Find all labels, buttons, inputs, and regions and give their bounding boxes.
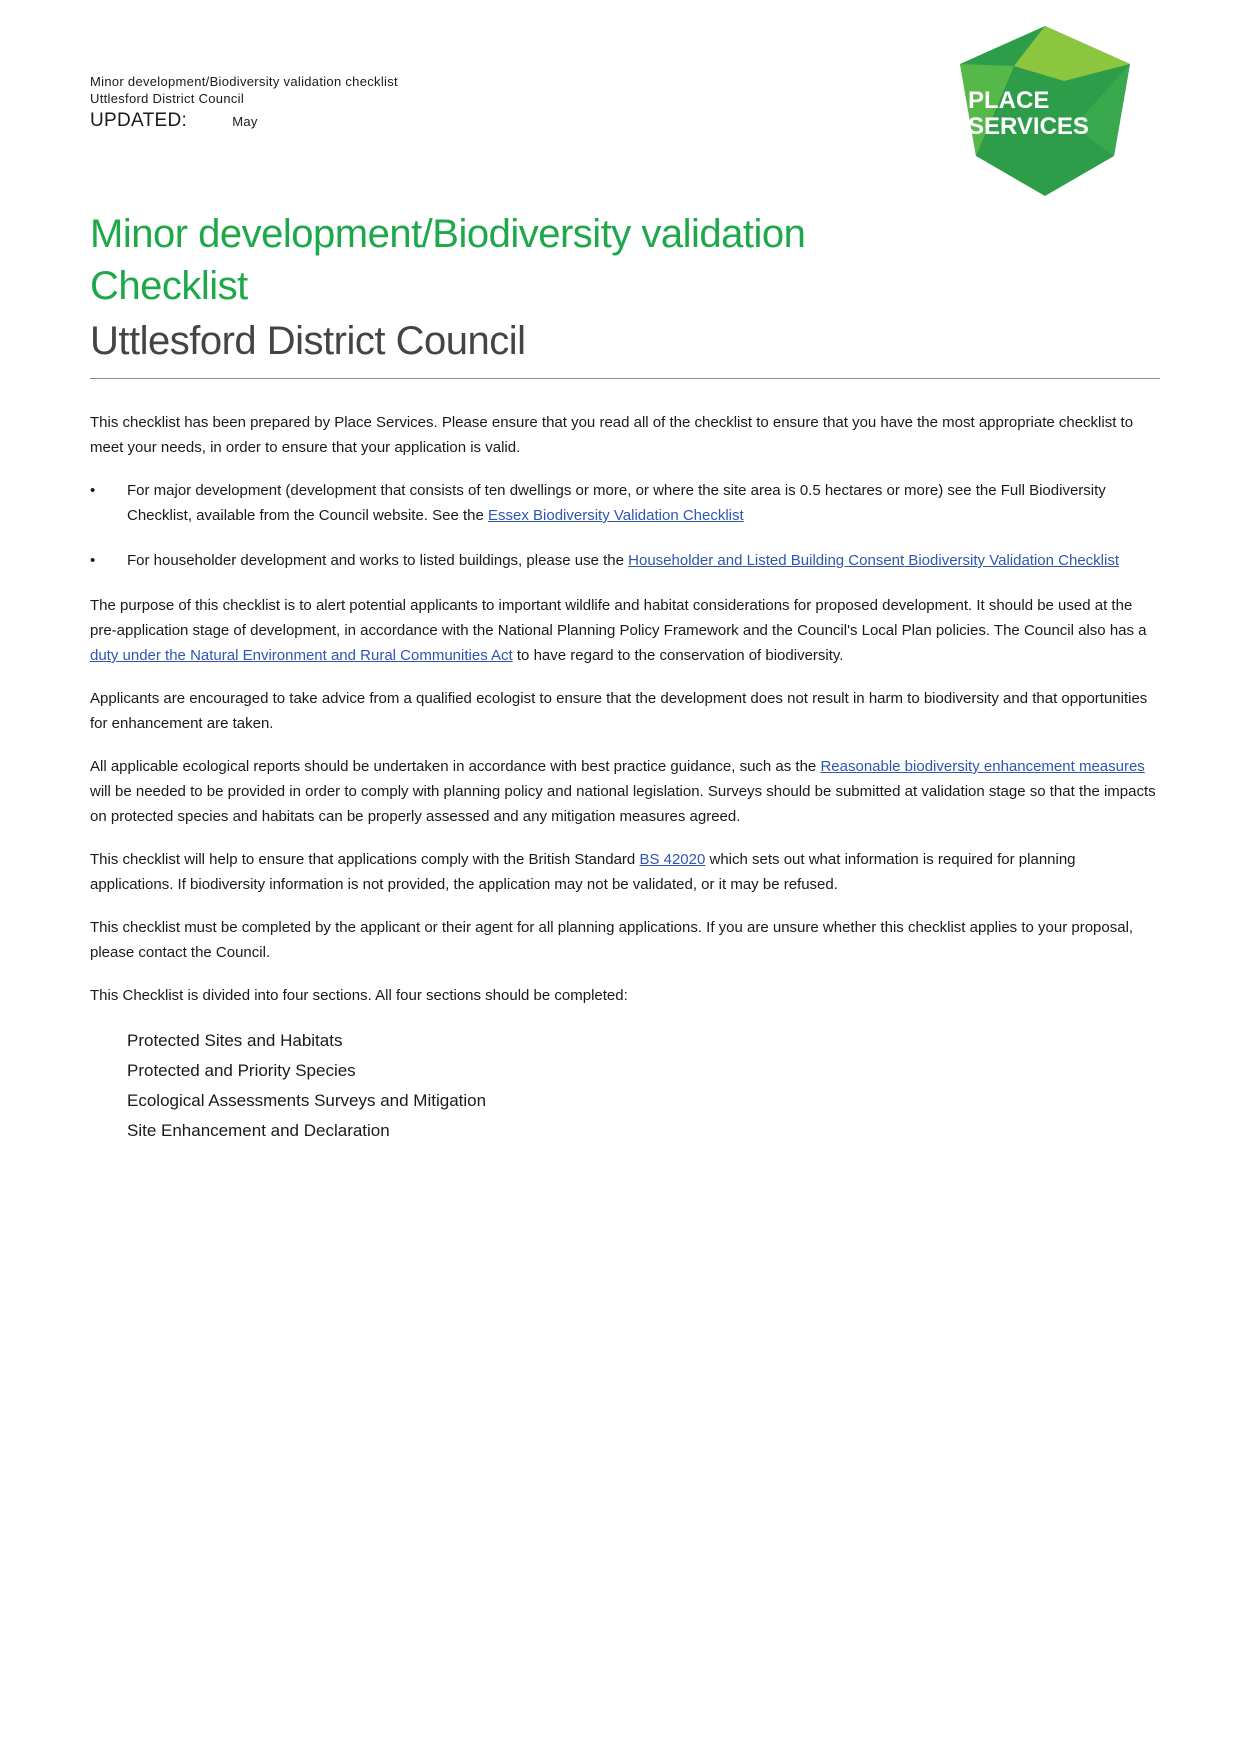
british-standard-paragraph: This checklist will help to ensure that applications comply with the British Standard BS 42020 which sets out what information is required for planning applications. If biodiversity information is not provided, the application may not be validated, or it may be refused. (90, 851, 1076, 893)
note-householder: • For householder development and works to listed buildings, please use the Householder and Listed Building Consent Biodiversity Validation Checklist (90, 548, 1160, 573)
logo-text-place: PLACE (968, 87, 1050, 114)
note-bullet: • (90, 482, 96, 499)
header-checklist-name: Minor development/Biodiversity validation checklist (90, 74, 398, 89)
title-council: Uttlesford District Council (90, 319, 526, 363)
title-line-1: Minor development/Biodiversity validation (90, 212, 806, 256)
note-major-development: • For major development (development that consists of ten dwellings or more, or where the site area is 0.5 hectares or more) see the Full Biodiversity Checklist, available from the Council website. See the Essex Biodiversity Validation Checklist (90, 478, 1160, 528)
sections-list (127, 1026, 1160, 1146)
sections-intro: This Checklist is divided into four sections. All four sections should be completed: (90, 987, 628, 1004)
section-item: Protected Sites and Habitats (127, 1031, 343, 1050)
note-bullet: • (90, 552, 96, 569)
nerc-act-duty-link[interactable]: duty under the Natural Environment and Rural Communities Act (90, 647, 513, 664)
intro-paragraph: This checklist has been prepared by Place Services. Please ensure that you read all of the checklist to ensure that you have the most appropriate checklist to meet your needs, in order to ensure that your application is valid. (90, 414, 1134, 456)
title-line-2: Checklist (90, 264, 248, 308)
title-divider (90, 378, 1160, 379)
header-updated-date (90, 109, 398, 134)
updated-label: UPDATED: (90, 110, 188, 131)
purpose-paragraph: The purpose of this checklist is to alert potential applicants to important wildlife and habitat considerations for proposed development. It should be used at the pre-application stage of development, in accordance with the National Planning Policy Framework and the Council's Local Plan policies. The Council also has a duty under the Natural Environment and Rural Communities Act to have regard to the conservation of biodiversity. (90, 597, 1147, 664)
place-services-logo (954, 26, 1136, 196)
updated-month: May (232, 114, 258, 129)
enhancement-measures-link[interactable]: Reasonable biodiversity enhancement measures (820, 758, 1145, 775)
document-title (90, 208, 970, 368)
document-header (90, 73, 398, 134)
essex-biodiversity-checklist-link[interactable]: Essex Biodiversity Validation Checklist (488, 507, 744, 524)
applicant-paragraph: Applicants are encouraged to take advice from a qualified ecologist to ensure that the development does not result in harm to biodiversity and that opportunities for enhancement are taken. (90, 690, 1148, 732)
householder-checklist-link[interactable]: Householder and Listed Building Consent Biodiversity Validation Checklist (628, 552, 1119, 569)
enhancement-paragraph: All applicable ecological reports should be undertaken in accordance with best practice guidance, such as the Reasonable biodiversity enhancement measures will be needed to be provided in order to comply with planning policy and national legislation. Surveys should be submitted at validation stage so that the impacts on protected species and habitats can be properly assessed and any mitigation measures agreed. (90, 758, 1156, 825)
bs-42020-link[interactable]: BS 42020 (639, 851, 706, 868)
document-body (90, 410, 1160, 1146)
section-item: Site Enhancement and Declaration (127, 1121, 390, 1140)
completion-paragraph: This checklist must be completed by the applicant or their agent for all planning applications. If you are unsure whether this checklist applies to your proposal, please contact the Council. (90, 919, 1134, 961)
section-item: Protected and Priority Species (127, 1061, 356, 1080)
section-item: Ecological Assessments Surveys and Mitigation (127, 1091, 487, 1110)
logo-text-services: SERVICES (968, 113, 1089, 140)
header-council-name: Uttlesford District Council (90, 91, 245, 106)
notes-list (90, 478, 1160, 573)
place-services-logo-icon (954, 26, 1136, 196)
